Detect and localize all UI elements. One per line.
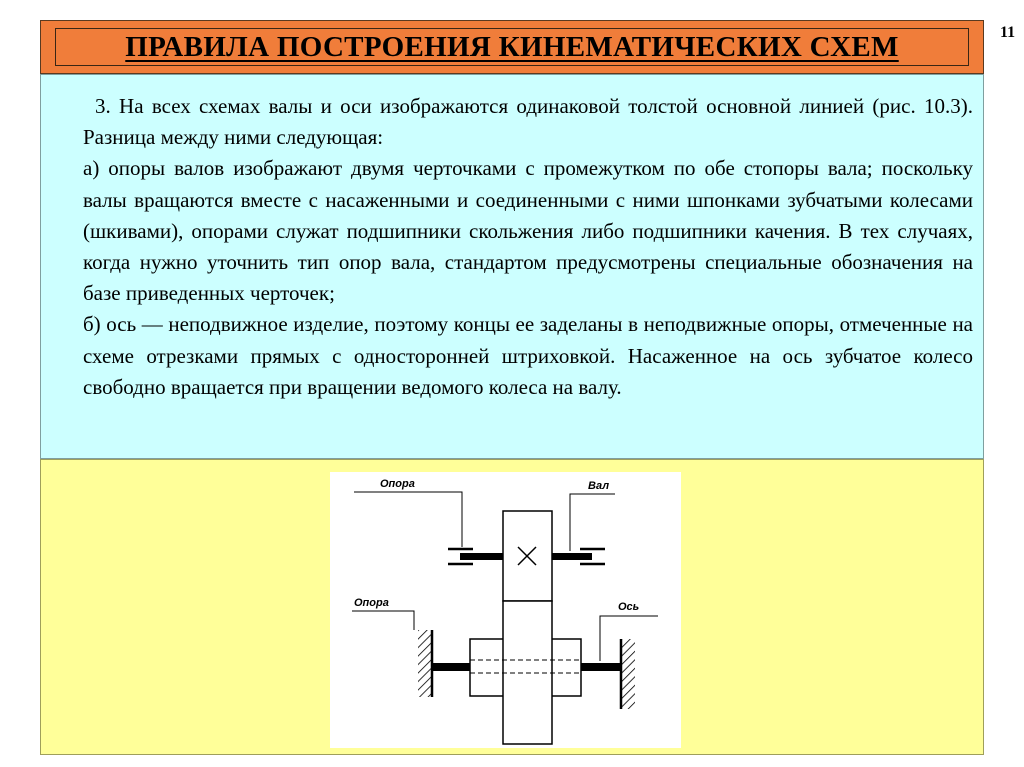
label-axle: Ось [618, 601, 640, 613]
label-shaft: Вал [588, 480, 610, 492]
label-support-top: Опора [380, 478, 415, 490]
paragraph-shaft-supports: а) опоры валов изображают двумя черточками с промежутком по обе стопоры вала; поскольку валы вращаются вместе с насаженными и соединенными с ними шпонками зубчатыми колесами (шкивами), опорами служат подшипники скольжения либо подшипники качения. В тех случаях, когда нужно уточнить тип опор вала, стандартом предусмотрены специальные обозначения на базе приведенных черточек; [83, 156, 973, 306]
right-fixed-support [621, 639, 635, 709]
figure-area [40, 459, 984, 755]
text-block [40, 74, 984, 459]
kinematic-diagram [330, 472, 681, 748]
label-support-bottom: Опора [354, 597, 389, 609]
shaft [460, 553, 503, 560]
page-title: ПРАВИЛА ПОСТРОЕНИЯ КИНЕМАТИЧЕСКИХ СХЕМ [125, 30, 899, 63]
leader-shaft [570, 494, 615, 551]
title-bar [40, 20, 984, 74]
left-fixed-support [418, 630, 432, 697]
diagram-svg [330, 472, 681, 748]
title-frame [55, 28, 969, 66]
paragraph-intro: 3. На всех схемах валы и оси изображаются одинаковой толстой основной линией (рис. 10.3). Разница между ними следующая: [83, 94, 973, 150]
leader-support-top [354, 492, 462, 547]
leader-support-bottom [352, 611, 414, 630]
paragraph-axle: б) ось — неподвижное изделие, поэтому концы ее заделаны в неподвижные опоры, отмеченные на схеме отрезками прямых с односторонней штриховкой. Насаженное на ось зубчатое колесо свободно вращается при вращении ведомого колеса на валу. [83, 312, 973, 399]
page-number: 11 [1000, 24, 1016, 41]
axle [432, 663, 470, 671]
